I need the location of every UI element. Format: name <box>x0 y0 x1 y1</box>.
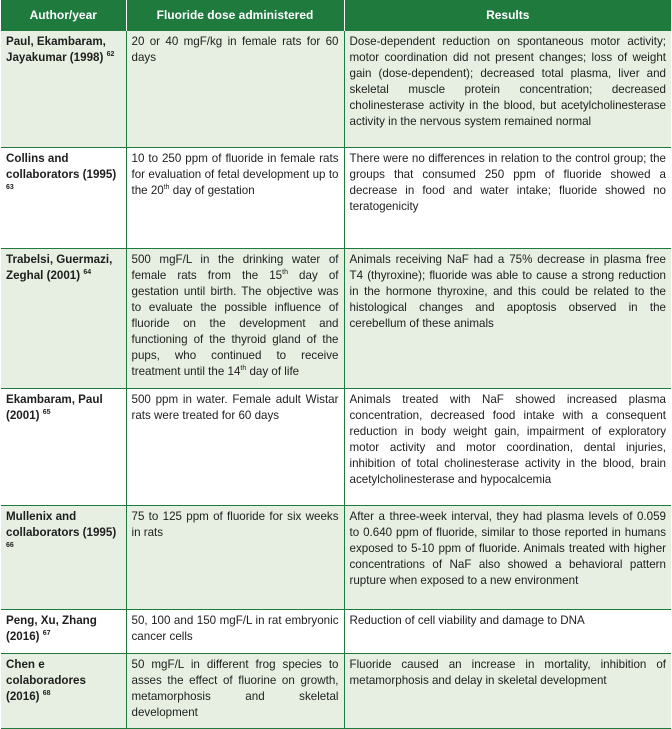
dose-cell: 50 mgF/L in different frog species to asses the effect of fluorine on growth, metamorphosis and skeletal development <box>126 653 344 728</box>
author-text: Paul, Ekambaram, Jayakumar (1998) <box>6 35 106 65</box>
dose-cell: 20 or 40 mgF/kg in female rats for 60 days <box>126 31 344 147</box>
header-author-year: Author/year <box>1 0 126 31</box>
author-text: Peng, Xu, Zhang (2016) <box>6 613 97 643</box>
reference-number: 62 <box>106 51 115 59</box>
author-cell <box>1 31 126 147</box>
dose-cell: 50, 100 and 150 mgF/L in rat embryonic cancer cells <box>126 609 344 653</box>
results-cell: Dose-dependent reduction on spontaneous motor activity; motor coordination did not present changes; loss of weight gain (dose-dependent); decreased total plasma, liver and skeletal muscle protein concentration; decreased cholinesterase activity in the blood, but acetylcholinesterase activity in the nervous system remained normal <box>344 31 671 147</box>
results-cell: Animals receiving NaF had a 75% decrease in plasma free T4 (thyroxine); fluoride was able to cause a strong reduction in the hormone thyroxine, and this could be related to the histological changes and apoptosis observed in the cerebellum of these animals <box>344 248 671 388</box>
reference-number: 63 <box>6 183 14 191</box>
results-cell: Fluoride caused an increase in mortality, inhibition of metamorphosis and delay in skeletal development <box>344 653 671 728</box>
table-row <box>1 609 671 653</box>
results-cell: After a three-week interval, they had plasma levels of 0.059 to 0.640 ppm of fluoride, similar to those reported in humans exposed to 5-10 ppm of fluoride. Animals treated with higher concentrations of NaF also showed a behavioral pattern rupture when exposed to a new environment <box>344 505 671 609</box>
table-row <box>1 388 671 505</box>
author-text: Trabelsi, Guermazi, Zeghal (2001) <box>6 252 113 282</box>
author-text: Mullenix and collaborators (1995) <box>6 509 117 539</box>
author-text: Chen e colaboradores (2016) <box>6 657 86 703</box>
fluoride-studies-table <box>1 0 671 729</box>
reference-number: 65 <box>42 408 51 416</box>
table-row <box>1 653 671 728</box>
header-row <box>1 0 671 31</box>
author-cell <box>1 248 126 388</box>
results-cell: There were no differences in relation to the control group; the groups that consumed 250 ppm of fluoride showed a decrease in food and water intake; fluoride showed no teratogenicity <box>344 147 671 248</box>
reference-number: 64 <box>83 268 92 276</box>
reference-number: 67 <box>42 629 51 637</box>
author-cell <box>1 609 126 653</box>
results-cell: Animals treated with NaF showed increased plasma concentration, decreased food intake with a consequent reduction in body weight gain, impairment of exploratory motor activity and motor coordination, dental injuries, inhibition of total cholinesterase activity in the blood, brain acetylcholinesterase and hypocalcemia <box>344 388 671 505</box>
table-row <box>1 505 671 609</box>
author-text: Collins and collaborators (1995) <box>6 151 117 181</box>
table-row <box>1 31 671 147</box>
dose-cell: 10 to 250 ppm of fluoride in female rats for evaluation of fetal development up to the 20th day of gestation <box>126 147 344 248</box>
author-cell <box>1 505 126 609</box>
dose-cell: 75 to 125 ppm of fluoride for six weeks in rats <box>126 505 344 609</box>
reference-number: 68 <box>42 689 51 697</box>
header-results: Results <box>344 0 671 31</box>
table-row <box>1 248 671 388</box>
reference-number: 66 <box>6 541 14 549</box>
dose-cell: 500 ppm in water. Female adult Wistar rats were treated for 60 days <box>126 388 344 505</box>
author-text: Ekambaram, Paul (2001) <box>6 392 103 422</box>
table-row <box>1 147 671 248</box>
header-fluoride-dose: Fluoride dose administered <box>126 0 344 31</box>
results-cell: Reduction of cell viability and damage to DNA <box>344 609 671 653</box>
author-cell <box>1 388 126 505</box>
author-cell <box>1 653 126 728</box>
author-cell <box>1 147 126 248</box>
dose-cell: 500 mgF/L in the drinking water of female rats from the 15th day of gestation until birth. The objective was to evaluate the possible influence of fluoride on the development and functioning of the thyroid gland of the pups, who continued to receive treatment until the 14th day of life <box>126 248 344 388</box>
